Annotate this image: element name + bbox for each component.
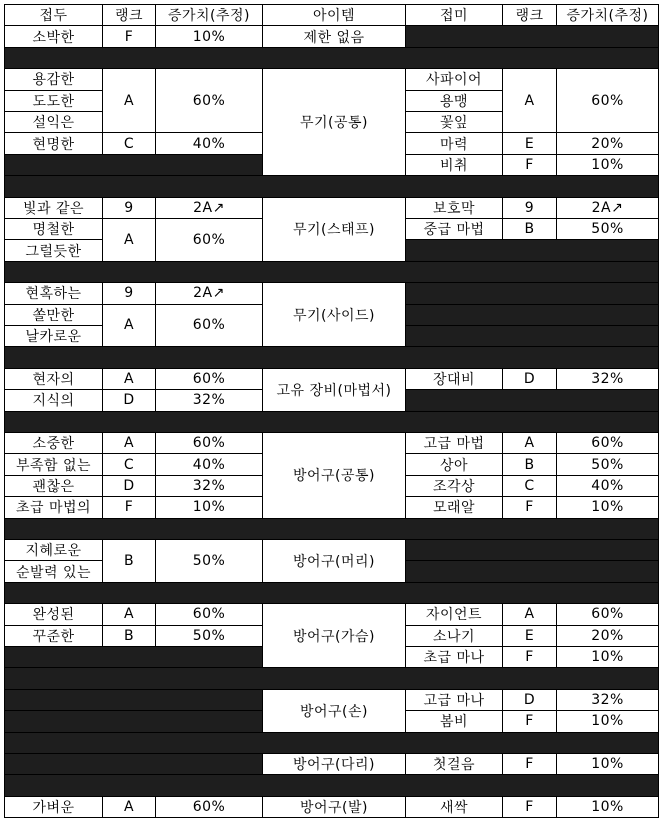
suffix-name: 새싹 xyxy=(405,796,503,818)
suffix-name: 봄비 xyxy=(405,710,503,732)
suffix-name: 고급 마나 xyxy=(405,689,503,711)
suffix-name: 초급 마나 xyxy=(405,646,503,668)
item-name: 무기(사이드) xyxy=(262,282,406,347)
prefix-name: 완성된 xyxy=(4,603,103,625)
item-name: 방어구(가슴) xyxy=(262,603,406,668)
prefix-name: 순발력 있는 xyxy=(4,560,103,582)
prefix-rank: D xyxy=(102,389,156,411)
header-increase-suffix: 증가치(추정) xyxy=(556,4,659,26)
prefix-name: 지식의 xyxy=(4,389,103,411)
prefix-name: 소중한 xyxy=(4,432,103,454)
prefix-rank: 9 xyxy=(102,197,156,219)
suffix-increase: 32% xyxy=(556,368,659,390)
prefix-rank: A xyxy=(102,603,156,625)
prefix-increase: 60% xyxy=(155,796,263,818)
suffix-rank: F xyxy=(502,496,557,518)
suffix-rank: B xyxy=(502,453,557,475)
prefix-rank: A xyxy=(102,304,156,348)
suffix-name: 보호막 xyxy=(405,197,503,219)
prefix-rank: C xyxy=(102,453,156,475)
suffix-name: 모래알 xyxy=(405,496,503,518)
prefix-increase: 50% xyxy=(155,625,263,647)
suffix-rank: A xyxy=(502,68,557,133)
empty-suffix-filler xyxy=(405,539,659,561)
suffix-increase: 10% xyxy=(556,496,659,518)
prefix-name: 현자의 xyxy=(4,368,103,390)
suffix-increase: 60% xyxy=(556,432,659,454)
suffix-name: 사파이어 xyxy=(405,68,503,90)
prefix-name: 도도한 xyxy=(4,90,103,112)
prefix-rank: B xyxy=(102,625,156,647)
prefix-name: 날카로운 xyxy=(4,325,103,347)
suffix-rank: A xyxy=(502,432,557,454)
item-name: 고유 장비(마법서) xyxy=(262,368,406,412)
suffix-name: 마력 xyxy=(405,132,503,154)
prefix-name: 현혹하는 xyxy=(4,282,103,304)
suffix-name: 고급 마법 xyxy=(405,432,503,454)
item-name: 방어구(손) xyxy=(262,689,406,733)
suffix-increase: 10% xyxy=(556,646,659,668)
prefix-name: 부족함 없는 xyxy=(4,453,103,475)
header-prefix: 접두 xyxy=(4,4,103,26)
prefix-name: 초급 마법의 xyxy=(4,496,103,518)
prefix-name: 소박한 xyxy=(4,25,103,47)
prefix-increase: 60% xyxy=(155,68,263,133)
header-rank-suffix: 랭크 xyxy=(502,4,557,26)
prefix-increase: 40% xyxy=(155,453,263,475)
suffix-rank: 9 xyxy=(502,197,557,219)
suffix-name: 상아 xyxy=(405,453,503,475)
prefix-rank: F xyxy=(102,496,156,518)
prefix-name: 가벼운 xyxy=(4,796,103,818)
prefix-rank: A xyxy=(102,796,156,818)
prefix-increase: 50% xyxy=(155,539,263,583)
suffix-rank: D xyxy=(502,689,557,711)
section-separator xyxy=(4,582,659,604)
suffix-name: 소나기 xyxy=(405,625,503,647)
prefix-rank: F xyxy=(102,25,156,47)
section-separator xyxy=(4,47,659,69)
prefix-rank: A xyxy=(102,432,156,454)
prefix-increase: 10% xyxy=(155,25,263,47)
suffix-name: 비취 xyxy=(405,154,503,176)
empty-prefix-filler xyxy=(4,710,263,732)
suffix-increase: 10% xyxy=(556,753,659,775)
item-name: 방어구(발) xyxy=(262,796,406,818)
section-separator xyxy=(4,667,659,689)
suffix-name: 첫걸음 xyxy=(405,753,503,775)
prefix-increase: 32% xyxy=(155,475,263,497)
empty-suffix-filler xyxy=(405,25,659,47)
prefix-name: 명철한 xyxy=(4,218,103,240)
prefix-name: 현명한 xyxy=(4,132,103,154)
prefix-name: 괜찮은 xyxy=(4,475,103,497)
suffix-rank: B xyxy=(502,218,557,240)
prefix-increase: 32% xyxy=(155,389,263,411)
section-separator xyxy=(4,346,659,368)
prefix-increase: 40% xyxy=(155,132,263,154)
prefix-rank: A xyxy=(102,218,156,262)
item-name: 방어구(머리) xyxy=(262,539,406,583)
item-name: 무기(스태프) xyxy=(262,197,406,262)
prefix-increase: 60% xyxy=(155,368,263,390)
header-item: 아이템 xyxy=(262,4,406,26)
prefix-increase: 60% xyxy=(155,218,263,262)
prefix-increase: 60% xyxy=(155,432,263,454)
prefix-rank: 9 xyxy=(102,282,156,304)
item-name: 방어구(다리) xyxy=(262,753,406,775)
prefix-rank: C xyxy=(102,132,156,154)
header-increase: 증가치(추정) xyxy=(155,4,263,26)
header-rank: 랭크 xyxy=(102,4,156,26)
prefix-name: 용감한 xyxy=(4,68,103,90)
item-name: 무기(공통) xyxy=(262,68,406,176)
prefix-increase: 2A↗ xyxy=(155,282,263,304)
suffix-rank: C xyxy=(502,475,557,497)
suffix-increase: 60% xyxy=(556,603,659,625)
suffix-increase: 10% xyxy=(556,710,659,732)
item-name: 제한 없음 xyxy=(262,25,406,47)
suffix-increase: 20% xyxy=(556,132,659,154)
section-separator xyxy=(4,518,659,540)
suffix-increase: 60% xyxy=(556,68,659,133)
header-suffix: 접미 xyxy=(405,4,503,26)
prefix-name: 쏠만한 xyxy=(4,304,103,326)
prefix-name: 지혜로운 xyxy=(4,539,103,561)
suffix-rank: D xyxy=(502,368,557,390)
suffix-increase: 32% xyxy=(556,689,659,711)
prefix-rank: A xyxy=(102,68,156,133)
prefix-increase: 60% xyxy=(155,304,263,348)
prefix-rank: B xyxy=(102,539,156,583)
empty-suffix-filler xyxy=(405,325,659,347)
suffix-increase: 2A↗ xyxy=(556,197,659,219)
suffix-rank: F xyxy=(502,710,557,732)
empty-prefix-filler xyxy=(4,689,263,711)
suffix-name: 꽃잎 xyxy=(405,111,503,133)
prefix-rank: A xyxy=(102,368,156,390)
section-separator xyxy=(4,175,659,197)
prefix-increase: 10% xyxy=(155,496,263,518)
section-separator xyxy=(4,411,659,433)
suffix-name: 용맹 xyxy=(405,90,503,112)
suffix-name: 조각상 xyxy=(405,475,503,497)
suffix-increase: 40% xyxy=(556,475,659,497)
suffix-rank: A xyxy=(502,603,557,625)
empty-suffix-filler xyxy=(405,560,659,582)
prefix-increase: 60% xyxy=(155,603,263,625)
empty-suffix-filler xyxy=(405,282,659,304)
suffix-rank: F xyxy=(502,796,557,818)
suffix-increase: 50% xyxy=(556,453,659,475)
prefix-name: 그럴듯한 xyxy=(4,239,103,261)
prefix-rank: D xyxy=(102,475,156,497)
section-separator xyxy=(4,261,659,283)
suffix-increase: 10% xyxy=(556,154,659,176)
suffix-rank: F xyxy=(502,646,557,668)
suffix-increase: 20% xyxy=(556,625,659,647)
suffix-increase: 50% xyxy=(556,218,659,240)
prefix-name: 설익은 xyxy=(4,111,103,133)
empty-prefix-filler xyxy=(4,154,263,176)
suffix-name: 자이언트 xyxy=(405,603,503,625)
suffix-name: 중급 마법 xyxy=(405,218,503,240)
prefix-name: 꾸준한 xyxy=(4,625,103,647)
empty-suffix-filler xyxy=(405,304,659,326)
suffix-rank: F xyxy=(502,154,557,176)
empty-suffix-filler xyxy=(405,389,659,411)
suffix-rank: F xyxy=(502,753,557,775)
empty-prefix-filler xyxy=(4,646,263,668)
empty-prefix-filler xyxy=(4,753,263,775)
suffix-increase: 10% xyxy=(556,796,659,818)
suffix-name: 장대비 xyxy=(405,368,503,390)
suffix-rank: E xyxy=(502,132,557,154)
prefix-name: 빛과 같은 xyxy=(4,197,103,219)
prefix-increase: 2A↗ xyxy=(155,197,263,219)
empty-suffix-filler xyxy=(405,239,659,261)
section-separator xyxy=(4,732,659,754)
suffix-rank: E xyxy=(502,625,557,647)
section-separator xyxy=(4,774,659,796)
item-name: 방어구(공통) xyxy=(262,432,406,519)
